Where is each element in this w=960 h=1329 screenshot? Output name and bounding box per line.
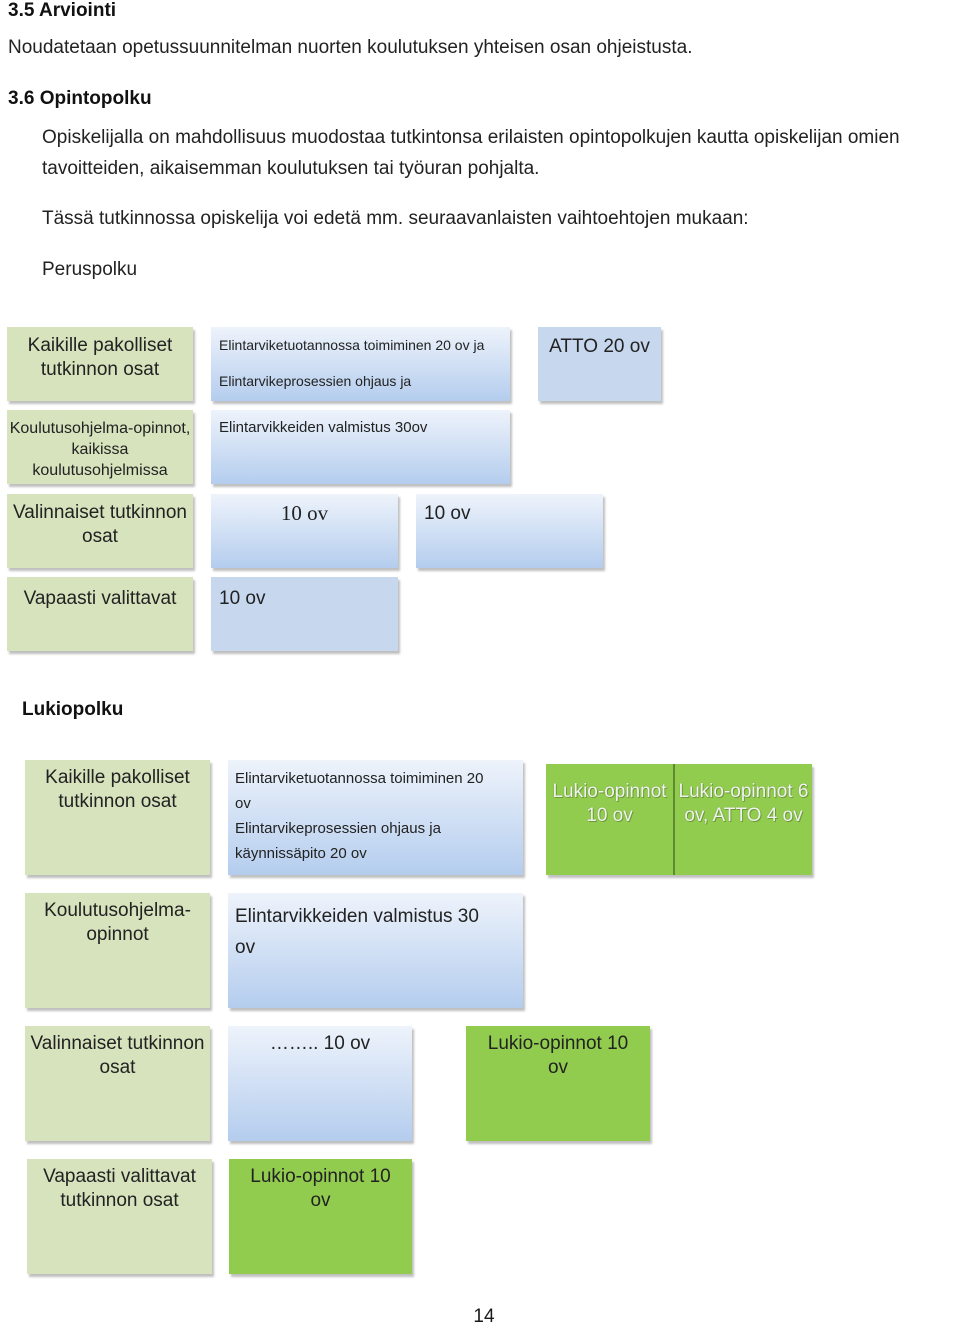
lukiopolku-row2-line1: Elintarvikkeiden valmistus 30	[235, 906, 479, 927]
peruspolku-row2-content: Elintarvikkeiden valmistus 30ov	[211, 410, 510, 484]
peruspolku-row3-label: Valinnaiset tutkinnon osat	[7, 494, 193, 568]
lukiopolku-row1-line1: Elintarviketuotannossa toimiminen 20	[235, 770, 484, 787]
arviointi-text: Noudatetaan opetussuunnitelman nuorten koulutuksen yhteisen osan ohjeistusta.	[8, 37, 693, 58]
peruspolku-row3-box-a: 10 ov	[211, 494, 398, 568]
lukiopolku-row1-line3: Elintarvikeprosessien ohjaus ja	[235, 820, 441, 837]
peruspolku-title: Peruspolku	[42, 259, 138, 280]
lukiopolku-row2-label: Koulutusohjelma-opinnot	[25, 893, 210, 1008]
page-number: 14	[473, 1306, 495, 1327]
peruspolku-row4-box-a: 10 ov	[211, 577, 398, 651]
lukiopolku-row4-box-a: Lukio-opinnot 10 ov	[229, 1159, 412, 1274]
lukiopolku-row1-line2: ov	[235, 795, 251, 812]
peruspolku-row1-line1: Elintarviketuotannossa toimiminen 20 ov ja	[219, 337, 485, 353]
opintopolku-para-line2: tavoitteiden, aikaisemman koulutuksen tai työuran pohjalta.	[42, 158, 540, 179]
lukiopolku-row1-label: Kaikille pakolliset tutkinnon osat	[25, 760, 210, 875]
lukiopolku-lukio-a: Lukio-opinnot 10 ov	[552, 781, 667, 826]
lukiopolku-row1-line4: käynnissäpito 20 ov	[235, 845, 367, 862]
lukiopolku-row1-content	[228, 760, 523, 875]
peruspolku-row1-label: Kaikille pakolliset tutkinnon osat	[7, 327, 193, 401]
lukiopolku-title: Lukiopolku	[22, 699, 124, 720]
opintopolku-para-line1: Opiskelijalla on mahdollisuus muodostaa tutkintonsa erilaisten opintopolkujen kautta opiskelijan omien	[42, 127, 900, 148]
lukiopolku-row3-box-a: …….. 10 ov	[228, 1026, 412, 1141]
lukiopolku-row3-label: Valinnaiset tutkinnon osat	[25, 1026, 210, 1141]
lukiopolku-row4-label: Vapaasti valittavat tutkinnon osat	[27, 1159, 212, 1274]
peruspolku-row1-line2: Elintarvikeprosessien ohjaus ja	[219, 373, 412, 389]
section-heading-opintopolku: 3.6 Opintopolku	[8, 88, 152, 109]
section-heading-arviointi: 3.5 Arviointi	[8, 0, 117, 21]
peruspolku-row4-label: Vapaasti valittavat	[7, 577, 193, 651]
lukiopolku-row2-line2: ov	[235, 937, 256, 958]
peruspolku-row3-box-b: 10 ov	[416, 494, 603, 568]
lukiopolku-row3-box-b: Lukio-opinnot 10 ov	[466, 1026, 650, 1141]
peruspolku-row1-content	[211, 327, 510, 401]
lukiopolku-lukio-b: Lukio-opinnot 6 ov, ATTO 4 ov	[678, 781, 809, 826]
peruspolku-row2-label: Koulutusohjelma-opinnot, kaikissa koulutusohjelmissa	[7, 410, 193, 484]
peruspolku-atto-box: ATTO 20 ov	[538, 327, 661, 401]
lukiopolku-lukio-box	[546, 764, 812, 875]
lukiopolku-row2-content	[228, 893, 523, 1008]
opintopolku-para2: Tässä tutkinnossa opiskelija voi edetä mm. seuraavanlaisten vaihtoehtojen mukaan:	[42, 208, 749, 229]
